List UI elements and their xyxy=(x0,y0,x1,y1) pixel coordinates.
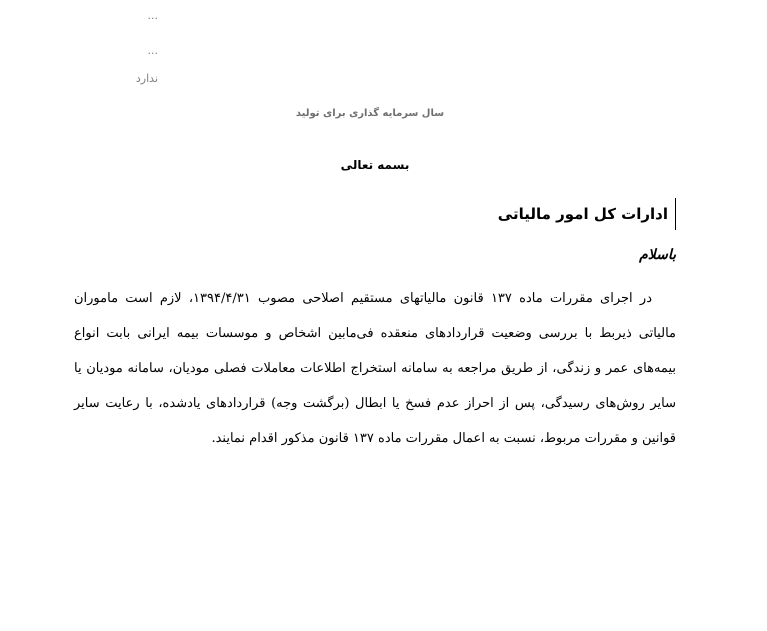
year-slogan: سال سرمایه گذاری برای تولید xyxy=(295,108,445,119)
salutation: باسلام xyxy=(639,247,676,263)
letter-number-value: ... xyxy=(147,9,158,22)
letter-date-value: ... xyxy=(147,44,158,57)
recipient-heading: ادارات کل امور مالیاتی xyxy=(498,198,676,230)
body-paragraph: در اجرای مقررات ماده ۱۳۷ قانون مالیاتهای مستقیم اصلاحی مصوب ۱۳۹۴/۴/۳۱، لازم است ماموران مالیاتی ذیربط با بررسی وضعیت قراردادهای منعقده فی‌مابین اشخاص و موسسات بیمه ایرانی بابت انواع بیمه‌های عمر و زندگی، از طریق مراجعه به سامانه استخراج اطلاعات معاملات فصلی مودیان، سامانه مودیان یا سایر روش‌های رسیدگی، پس از احراز عدم فسخ یا ابطال (برگشت وجه) قراردادهای یادشده، با رعایت سایر قوانین و مقررات مربوط، نسبت به اعمال مقررات ماده ۱۳۷ قانون مذکور اقدام نمایند. xyxy=(74,291,676,446)
basmala-heading: بسمه تعالی xyxy=(340,158,410,172)
attachment-value: ندارد xyxy=(135,72,158,85)
